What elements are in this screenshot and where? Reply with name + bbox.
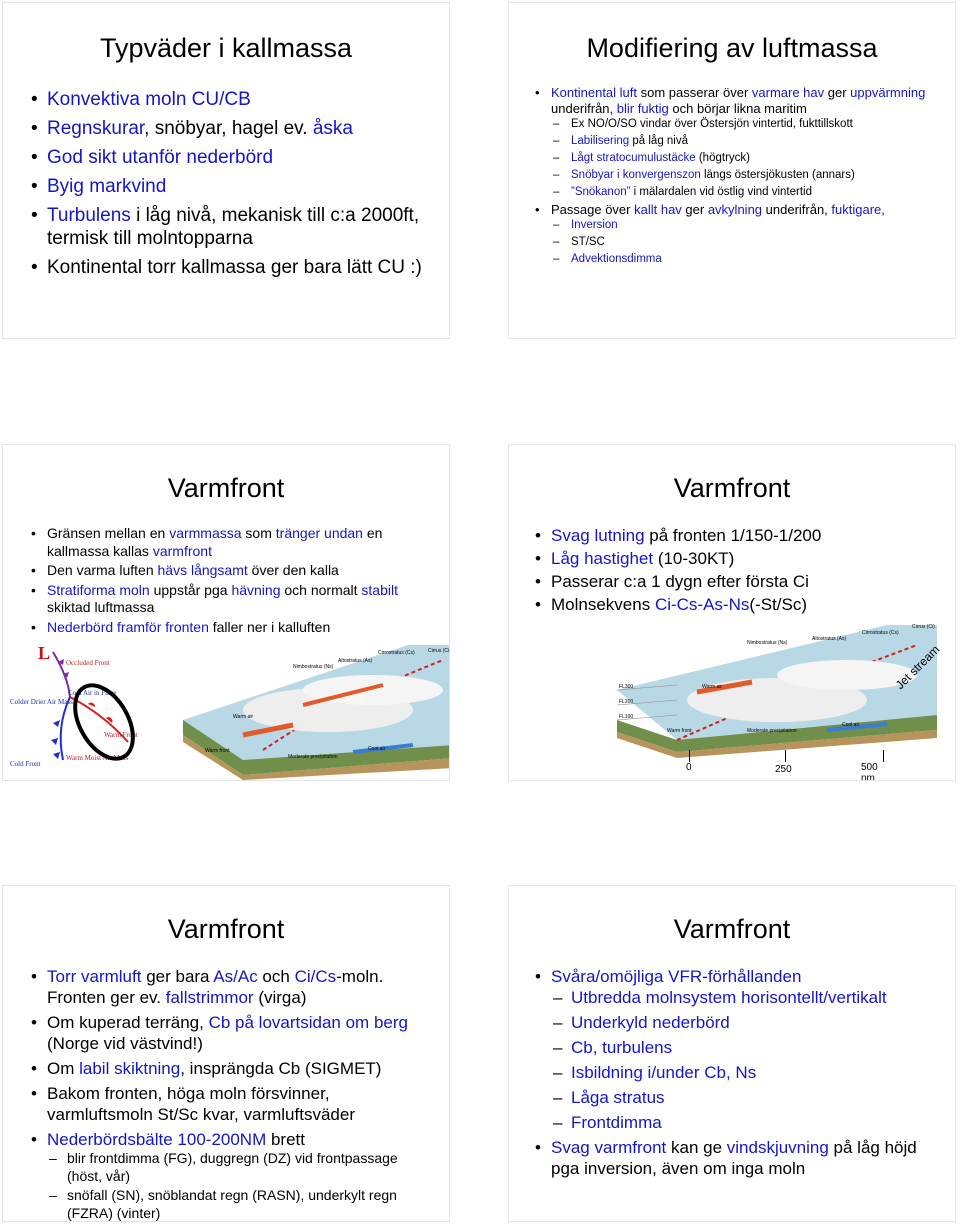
highlighted-text: Cb på lovartsidan om berg xyxy=(208,1013,408,1032)
slide-title: Varmfront xyxy=(167,914,285,944)
highlighted-text: uppvärmning xyxy=(850,85,926,100)
text-segment: en kallmassa kallas xyxy=(47,525,383,559)
bullet-item xyxy=(533,525,943,546)
sub-bullet-list xyxy=(47,1150,434,1222)
bullet-item xyxy=(29,146,434,169)
highlighted-text: Ci/Cs xyxy=(294,967,337,986)
text-segment: på låg nivå xyxy=(629,135,689,147)
cirrostratus-label: Cirrostratus (Cs) xyxy=(378,650,415,656)
highlighted-text: Snöbyar i konvergenszon xyxy=(571,169,701,181)
text-segment: (-St/Sc) xyxy=(749,595,807,614)
highlighted-text: blir fuktig xyxy=(616,101,669,116)
sub-bullet-item xyxy=(47,1150,434,1185)
bullet-list xyxy=(533,525,943,617)
sub-bullet-list xyxy=(551,117,938,200)
bullet-list xyxy=(29,525,434,638)
text-segment: och börjar likna maritim xyxy=(668,101,807,116)
highlighted-text: Svag varmfront xyxy=(551,1138,667,1157)
bullet-item xyxy=(29,117,434,140)
cold-front-symbols xyxy=(51,720,60,759)
slide-typvader-kallmassa xyxy=(2,2,450,339)
warm-air-label: Warm air xyxy=(702,684,723,690)
highlighted-text: Advektionsdimma xyxy=(571,253,662,265)
cloud-sequence-diagram xyxy=(617,620,947,760)
text-segment: underifrån, xyxy=(762,202,832,217)
highlighted-text: Turbulens xyxy=(47,205,131,226)
slide-modifiering-luftmassa xyxy=(508,2,956,339)
bullet-item xyxy=(29,175,434,198)
text-segment: på låg höjd pga inversion, även om inga moln xyxy=(551,1138,917,1178)
sub-bullet-item xyxy=(551,134,938,149)
text-segment: Kontinental torr kallmassa ger bara lätt CU :) xyxy=(47,257,422,278)
slide-varmfront-4 xyxy=(508,885,956,1222)
bullet-item xyxy=(533,966,943,1133)
highlighted-text: Frontdimma xyxy=(571,1113,662,1132)
text-segment: uppstår pga xyxy=(149,581,232,598)
bullet-item xyxy=(29,88,434,111)
bullet-item xyxy=(29,1083,434,1125)
sub-bullet-item xyxy=(551,1112,943,1133)
bullet-list xyxy=(533,85,938,269)
text-segment: på fronten 1/150-1/200 xyxy=(644,526,822,545)
slide-title: Modifiering av luftmassa xyxy=(586,33,878,63)
text-segment: snöfall (SN), snöblandat regn (RASN), underkylt regn (FZRA) (vinter) xyxy=(67,1187,397,1221)
text-segment: ger xyxy=(681,202,708,217)
highlighted-text: Låg hastighet xyxy=(551,549,654,568)
text-segment: längs östersjökusten (annars) xyxy=(700,169,855,181)
highlighted-text: stabilt xyxy=(361,581,398,598)
sub-bullet-item xyxy=(47,1187,434,1222)
bullet-item xyxy=(29,619,434,637)
slide-title: Varmfront xyxy=(673,914,791,944)
sub-bullet-item xyxy=(551,235,938,250)
highlighted-text: avkylning xyxy=(707,202,763,217)
bullet-item xyxy=(533,548,943,569)
bullet-item xyxy=(29,1129,434,1222)
highlighted-text: Låga stratus xyxy=(571,1088,665,1107)
highlighted-text: Svåra/omöjliga VFR-förhållanden xyxy=(551,967,802,986)
text-segment: Ex NO/O/SO vindar över Östersjön vintertid, fukttillskott xyxy=(571,118,853,130)
bullet-item xyxy=(533,571,943,592)
altostratus-label: Altostratus (As) xyxy=(812,636,847,642)
text-segment: Molnsekvens xyxy=(551,595,655,614)
bullet-item xyxy=(29,1058,434,1079)
highlighted-text: Underkyld nederbörd xyxy=(571,1013,730,1032)
cirrus-label: Cirrus (Ci) xyxy=(912,624,935,630)
text-segment: ST/SC xyxy=(571,236,605,248)
jet-stream-label: Jet stream xyxy=(892,642,943,692)
highlighted-text: Utbredda molnsystem horisontellt/vertikalt xyxy=(571,988,887,1007)
bullet-item xyxy=(29,525,434,560)
highlighted-text: Cb, turbulens xyxy=(571,1038,673,1057)
highlighted-text: Nederbörd framför fronten xyxy=(47,618,209,635)
slide-varmfront-2 xyxy=(508,444,956,781)
highlighted-text: kallt hav xyxy=(634,202,682,217)
bullet-list xyxy=(533,966,943,1183)
sub-bullet-item xyxy=(551,252,938,267)
text-segment: kan ge xyxy=(666,1138,727,1157)
text-segment: underifrån, xyxy=(551,101,617,116)
altostratus-label: Altostratus (As) xyxy=(338,658,373,664)
slide-varmfront-3 xyxy=(2,885,450,1222)
text-segment: ger xyxy=(824,85,851,100)
cirrostratus-label: Cirrostratus (Cs) xyxy=(862,630,899,636)
bullet-item xyxy=(29,204,434,250)
text-segment: (10-30KT) xyxy=(653,549,735,568)
highlighted-text: Svag lutning xyxy=(551,526,645,545)
text-segment: blir frontdimma (FG), duggregn (DZ) vid frontpassage (höst, vår) xyxy=(67,1150,398,1184)
highlighted-text: Ci-Cs-As-Ns xyxy=(654,595,750,614)
highlighted-text: hävning xyxy=(231,581,281,598)
front-map-diagram xyxy=(8,642,158,772)
sub-bullet-item xyxy=(551,151,938,166)
cold-front-label: Cold Front xyxy=(10,760,41,768)
sub-bullet-list xyxy=(551,218,938,267)
scale-label-0: 0 xyxy=(686,762,692,773)
precipitation-label: Moderate precipitation xyxy=(288,754,338,760)
sub-bullet-item xyxy=(551,1087,943,1108)
text-segment: Om xyxy=(47,1059,80,1078)
cool-air-label: Cool air xyxy=(842,722,860,728)
warm-air-label: Warm air xyxy=(233,714,254,720)
text-segment: Bakom fronten, höga moln försvinner, varmluftsmoln St/Sc kvar, varmluftsväder xyxy=(47,1084,355,1124)
text-segment: i låg nivå, mekanisk till c:a 2000ft, termisk till molntopparna xyxy=(47,205,420,249)
sub-bullet-item xyxy=(551,185,938,200)
sub-bullet-item xyxy=(551,1012,943,1033)
fl300-label: FL300 xyxy=(619,684,634,690)
bullet-list xyxy=(29,88,434,285)
scale-tick-0 xyxy=(689,750,690,762)
cirrus-label: Cirrus (Ci) xyxy=(428,648,451,654)
bullet-item xyxy=(533,85,938,200)
slide-varmfront-1 xyxy=(2,444,450,781)
highlighted-text: labil skiktning xyxy=(79,1059,181,1078)
highlighted-text: As/Ac xyxy=(213,967,258,986)
text-segment: (Norge vid västvind!) xyxy=(47,1034,203,1053)
text-segment: över den kalla xyxy=(247,562,339,578)
text-segment: -moln. Fronten ger ev. xyxy=(47,967,384,1007)
slide-title: Typväder i kallmassa xyxy=(99,33,353,63)
warm-moist-air-label: Warm Moist Air Mass xyxy=(66,754,129,762)
text-segment: i mälardalen vid östlig vind vintertid xyxy=(630,186,812,198)
highlighted-text: varmare hav xyxy=(751,85,825,100)
text-segment: (högtryck) xyxy=(695,152,750,164)
highlighted-text: Isbildning i/under Cb, Ns xyxy=(571,1063,757,1082)
text-segment: Den varma luften xyxy=(47,562,158,578)
text-segment: Passage över xyxy=(551,202,635,217)
low-pressure-label: L xyxy=(38,643,51,663)
highlighted-text: Inversion xyxy=(571,219,618,231)
highlighted-text: varmmassa xyxy=(169,525,242,541)
sub-bullet-list xyxy=(551,987,943,1133)
sub-bullet-item xyxy=(551,168,938,183)
text-segment: skiktad luftmassa xyxy=(47,599,155,615)
text-segment: , snöbyar, hagel ev. xyxy=(144,118,313,139)
text-segment: och normalt xyxy=(280,581,362,598)
highlighted-text: Labilisering xyxy=(571,135,630,147)
highlighted-text: God sikt utanför nederbörd xyxy=(47,147,274,168)
sub-bullet-item xyxy=(551,218,938,233)
fl200-label: FL200 xyxy=(619,699,634,705)
text-segment: och xyxy=(257,967,295,986)
nimbostratus-label: Nimbostratus (Ns) xyxy=(293,664,334,670)
text-segment: ger bara xyxy=(141,967,214,986)
text-segment: brett xyxy=(266,1130,305,1149)
warm-front-block-diagram xyxy=(153,640,450,780)
bullet-item xyxy=(533,594,943,615)
cool-air-label: Cool air xyxy=(368,746,386,752)
text-segment: som passerar över xyxy=(637,85,752,100)
bullet-item xyxy=(533,202,938,267)
cool-air-label: Cool Air in Place xyxy=(68,689,117,697)
scale-label-500: 500 nm xyxy=(861,762,878,781)
warm-front-label: Warm Front xyxy=(104,731,138,739)
highlighted-text: Kontinental luft xyxy=(551,85,638,100)
sub-bullet-item xyxy=(551,1037,943,1058)
warm-front-symbols xyxy=(88,703,112,723)
highlighted-text: varmfront xyxy=(152,542,212,559)
highlighted-text: åska xyxy=(312,118,353,139)
highlighted-text: ”Snökanon” xyxy=(571,186,631,198)
highlighted-text: tränger undan xyxy=(275,525,363,541)
slide-title: Varmfront xyxy=(167,473,285,503)
highlighted-text: fallstrimmor xyxy=(165,988,254,1007)
text-segment: som xyxy=(241,525,276,541)
highlighted-text: Stratiforma moln xyxy=(47,581,150,598)
highlighted-text: Regnskurar xyxy=(47,118,145,139)
bullet-list xyxy=(29,966,434,1222)
nimbostratus-label: Nimbostratus (Ns) xyxy=(747,640,788,646)
slide-title: Varmfront xyxy=(673,473,791,503)
bullet-item xyxy=(29,256,434,279)
bullet-item xyxy=(533,1137,943,1179)
scale-tick-250 xyxy=(785,750,786,762)
text-segment: Om kuperad terräng, xyxy=(47,1013,209,1032)
highlighted-text: Torr varmluft xyxy=(47,967,142,986)
text-segment: , insprängda Cb (SIGMET) xyxy=(180,1059,382,1078)
highlighted-text: fuktigare, xyxy=(831,202,885,217)
scale-label-250: 250 xyxy=(775,764,792,775)
sub-bullet-item xyxy=(551,117,938,132)
highlighted-text: vindskjuvning xyxy=(726,1138,829,1157)
highlighted-text: Byig markvind xyxy=(47,176,167,197)
warm-front-label: Warm front xyxy=(667,728,692,734)
text-segment: (virga) xyxy=(253,988,307,1007)
bullet-item xyxy=(29,582,434,617)
colder-air-label: Colder Drier Air Mass xyxy=(10,698,73,706)
sub-bullet-item xyxy=(551,1062,943,1083)
bullet-item xyxy=(29,966,434,1008)
highlighted-text: hävs långsamt xyxy=(157,562,248,578)
bullet-item xyxy=(29,1012,434,1054)
precipitation-label: Moderate precipitation xyxy=(747,728,797,734)
warm-front-label: Warm front xyxy=(205,748,230,754)
highlighted-text: Konvektiva moln CU/CB xyxy=(47,89,251,110)
highlighted-text: Nederbördsbälte 100-200NM xyxy=(47,1130,267,1149)
text-segment: faller ner i kalluften xyxy=(208,618,331,635)
fl100-label: FL100 xyxy=(619,714,634,720)
cold-front-line xyxy=(61,697,70,760)
text-segment: Gränsen mellan en xyxy=(47,525,170,541)
bullet-item xyxy=(29,562,434,580)
scale-tick-500 xyxy=(883,750,884,762)
distance-scale xyxy=(679,750,889,780)
text-segment: Passerar c:a 1 dygn efter första Ci xyxy=(551,572,809,591)
sub-bullet-item xyxy=(551,987,943,1008)
occluded-front-label: Occluded Front xyxy=(66,659,110,667)
highlighted-text: Lågt stratocumulustäcke xyxy=(571,152,696,164)
